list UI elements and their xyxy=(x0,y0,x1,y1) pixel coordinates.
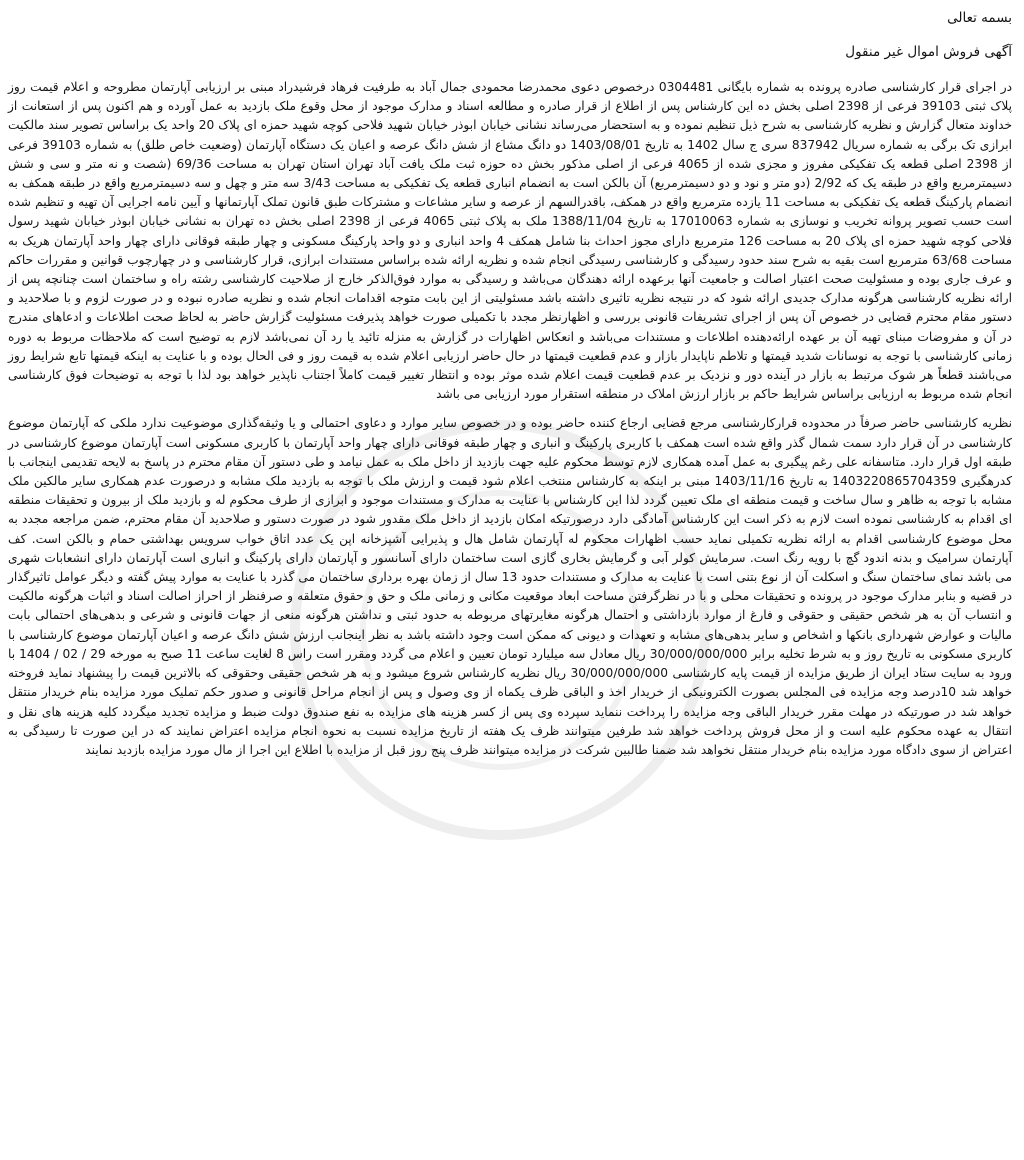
paragraph-valuation-and-auction: نظریه کارشناسی حاضر صرفاً در محدوده قرارکارشناسی مرجع قضایی ارجاع کننده حاضر بوده و در خصوص سایر موارد و دعاوی احتمالی و یا وثیقه‌گذاری موضوعیت ندارد ملکی که آپارتمان موضوع کارشناسی در آن قرار دارد سمت شمال گذر واقع شده است همکف با کاربری پارکینگ و انباری و چهار طبقه فوقانی دارای چهار واحد آپارتمان با کاربری مسکونی است آپارتمان موضوع کارشناسی در طبقه اول قرار دارد. متاسفانه علی رغم پیگیری به عمل آمده همکاری لازم توسط محکوم علیه جهت بازدید از داخل ملک به عمل نیامد و طی دستور آن مقام محترم در پاسخ به لایحه تقدیمی اینجانب با کدرهگیری 140322086570435​9 به تاریخ 1403/11/16 مبنی بر اینکه به کارشناس منتخب اعلام شود قیمت و ارزش ملک با توجه به بازدید ملک مشابه و درصورت عدم همکاری سایر مالکین ملک مشابه با توجه به ظاهر و سال ساخت و قیمت منطقه ای ملک تعیین گردد لذا این کارشناس با عنایت به مدارک و مستندات موجود و ابرازی از طرف محکوم له و بازدید ملک از بیرون و تحقیقات منطقه ای اقدام به کارشناسی نموده است لازم به ذکر است این کارشناس آمادگی دارد درصورتیکه امکان بازدید از داخل ملک مقدور شود در صورت دستور و صلاحدید آن مقام محترم، ضمن مراجعه مجدد به محل موضوع کارشناسی اقدام به ارائه نظریه تکمیلی نماید حسب اظهارات محکوم له آپارتمان شامل هال و پذیرایی آشپزخانه اپن یک عدد اتاق خواب سرویس بهداشتی حمام و بالکن است. کف آپارتمان سرامیک و بدنه اندود گچ با رویه رنگ است. سرمایش کولر آبی و گرمایش بخاری گازی است ساختمان دارای آسانسور و آپارتمان دارای پارکینگ و انباری است آپارتمان دارای انشعابات شهری می باشد نمای ساختمان سنگ و اسکلت آن از نوع بتنی است با عنایت به مدارک و مستندات حدود 13 سال از زمان بهره برداری ساختمان می گذرد با عنایت به موارد پیش گفته و دیگر عوامل تاثیرگذار در قضیه و بنابر مدارک موجود در پرونده و تحقیقات محلی و با در نظرگرفتن مساحت ابعاد موقعیت مکانی و زمانی ملک و حق و حقوق متعلقه و صرفنظر از احراز اصالت اسناد و اثبات هرگونه مالکیت و انتساب آن به هر شخص حقیقی و حقوقی و فارغ از موارد بازداشتی و احتمال هرگونه مغایرتهای مربوطه به حدود ثبتی و نداشتن هرگونه منعی از جهات قانونی و شرعی و بدهی‌های احتمالی بابت مالیات و عوارض شهرداری بانکها و اشخاص و سایر بدهی‌های مشابه و تعهدات و دیونی که ممکن است وجود داشته باشد به نظر اینجانب ارزش شش دانگ عرصه و اعیان آپارتمان موضوع کارشناسی با کاربری مسکونی به تاریخ روز و به شرط تخلیه برابر 30/000/000/000 ریال معادل سه میلیارد تومان تعیین و اعلام می گردد ومقرر است راس 8 لغایت ساعت 11 صبح به مورخه 29 / 02 / 1404 با ورود به سایت ستاد ایران از طریق مزایده از قیمت پایه کارشناسی 30/000/000/000 ریال نظریه کارشناس شروع میشود و به هر شخص حقیقی وحقوقی که بالاترین قیمت را پیشنهاد نماید فروخته خواهد شد 10درصد وجه مزایده فی المجلس بصورت الکترونیکی از خریدار اخذ و الباقی ظرف یکماه از وی وصول و پس از انجام مراحل قانونی و صدور حکم تملیک مورد مزایده بنام خریدار منتقل خواهد شد در صورتیکه در مهلت مقرر خریدار الباقی وجه مزایده را پرداخت ننماید سپرده وی پس از کسر هزینه های مزایده به نفع صندوق دولت ضبط و مزایده تجدید میگردد کلیه هزینه های نقل و انتقال به عهده محکوم علیه است و از محل فروش پرداخت خواهد شد طرفین میتوانند ظرف یک هفته از تاریخ مزایده نسبت به نحوه انجام مزایده اعتراض نمایند که در این صورت تا رسیدگی به اعتراض از سوی دادگاه مورد مزایده بنام خریدار منتقل نخواهد شد ضمنا طالبین شرکت در مزایده میتوانند ظرف پنج روز قبل از مزایده با اطلاع این اجرا از مال مورد مزایده بازدید نمایند xyxy=(8,416,1012,757)
paragraph-expert-report: در اجرای قرار کارشناسی صادره پرونده به شماره بایگانی 0304481 درخصوص دعوی محمدرضا محمودی جمال آباد به طرفیت فرهاد فرشیدراد مبنی بر ارزیابی آپارتمان مطروحه و اعلام قیمت روز پلاک ثبتی 39103 فرعی از 2398 اصلی بخش ده این کارشناس پس از اطلاع از قرار صادره و مطالعه اسناد و مدارک موجود از محل وقوع ملک بازدید به عمل آورده و هم اکنون پس از استعانت از خداوند متعال گزارش و نظریه کارشناسی به شرح ذیل تنظیم نموده و به استحضار می‌رساند نشانی خیابان ابوذر خیابان شهید فلاحی کوچه شهید حمزه ای پلاک 20 واحد یک براساس تصویر سند مالکیت ابرازی تک برگی به شماره سریال 837942 سری ج سال 1402 به تاریخ 1403/08/01 دو دانگ مشاع از شش دانگ عرصه و اعیان یک دستگاه آپارتمان (وضعیت خاص طلق) به شماره 39103 فرعی از 2398 اصلی قطعه یک تفکیکی مفروز و مجزی شده از 4065 فرعی از اصلی مذکور بخش ده حوزه ثبت ملک یافت آباد تهران استان تهران به مساحت 69/36 (شصت و نه متر و سی و شش دسیمترمربع واقع در طبقه یک که 2/92 (دو متر و نود و دو دسیمترمربع) آن بالکن است به انضمام انباری قطعه یک تفکیکی به مساحت 3/43 سه متر و چهل و سه دسیمترمربع واقع در طبقه همکف به انضمام پارکینگ قطعه یک تفکیکی به مساحت 11 یازده مترمربع واقع در همکف، باقدرالسهم از عرصه و سایر مشاعات و مشترکات طبق قانون تملک آپارتمانها و آیین نامه اجرایی آن تهیه و تنظیم شده است حسب تصویر پروانه تخریب و نوسازی به شماره 17010063 به تاریخ 1388/11/04 ملک به پلاک ثبتی 4065 فرعی از 2398 اصلی بخش ده تهران به نشانی خیابان ابوذر خیابان شهید رسول فلاحی کوچه شهید حمزه ای پلاک 20 به مساحت 126 مترمربع دارای مجوز احداث بنا شامل همکف 4 واحد انباری و دو واحد پارکینگ مسکونی و چهار طبقه فوقانی دارای چهار واحد آپارتمان هریک به مساحت 63/68 مترمربع است بقیه به شرح سند حدود رسیدگی و کارشناسی رسیدگی انجام شده و نظریه ارائه شده براساس مستندات ابرازی، قرار کارشناسی و در چهارچوب قوانین و مقررات حاکم و عرف جاری بوده و مسئولیت صحت اعتبار اصالت و جامعیت آنها برعهده ارائه دهندگان می‌باشد و رسیدگی به موارد فوق‌الذکر خارج از صلاحیت کارشناسی رشته راه و ساختمان است چنانچه پس از ارائه نظریه کارشناسی هرگونه مدارک جدیدی ارائه شود که در نتیجه نظریه تاثیری داشته باشد مسئولیتی از این بابت متوجه اقدامات انجام شده و نظریه صادره نبوده و در صورت لزوم و با صلاحدید و دستور مقام محترم قضایی در خصوص آن پس از اجرای تشریفات قانونی بررسی و اظهارنظر مجدد با تکمیلی صورت خواهد پذیرفت مسئولیت گزارش حاضر به لحاظ صحت اطلاعات و ادعاهای مندرج در آن و مفروضات مبنای تهیه آن بر عهده ارائه‌دهنده اطلاعات و مستندات می‌باشد و انعکاس اظهارات در گزارش به منزله تائید یا رد آن نمی‌باشد لازم به توضیح است که ملاحظات مربوط به دوره زمانی کارشناسی با توجه به نوسانات شدید قیمتها و تلاطم ناپایدار بازار و عدم قطعیت قیمتها در حال حاضر ارزیابی اعلام شده به قیمت روز و فی الحال بوده و با عنایت به اینکه قیمتها تابع شرایط روز می‌باشند قطعاً هر شوک مرتبط به بازار در آینده دور و نزدیک بر عدم قطعیت قیمت اعلام شده موثر بوده و انتظار تغییر قیمت کاملاً اجتناب ناپذیر خواهد بود لذا با توجه به توضیحات فوق کارشناسی انجام شده مربوط به ارزیابی براساس شرایط حاکم بر بازار ارزش املاک در منطقه استقرار مورد ارزیابی می باشد xyxy=(8,80,1013,402)
notice-title: آگهی فروش اموال غیر منقول xyxy=(845,44,1012,60)
basmala-heading: بسمه تعالی xyxy=(947,10,1012,26)
